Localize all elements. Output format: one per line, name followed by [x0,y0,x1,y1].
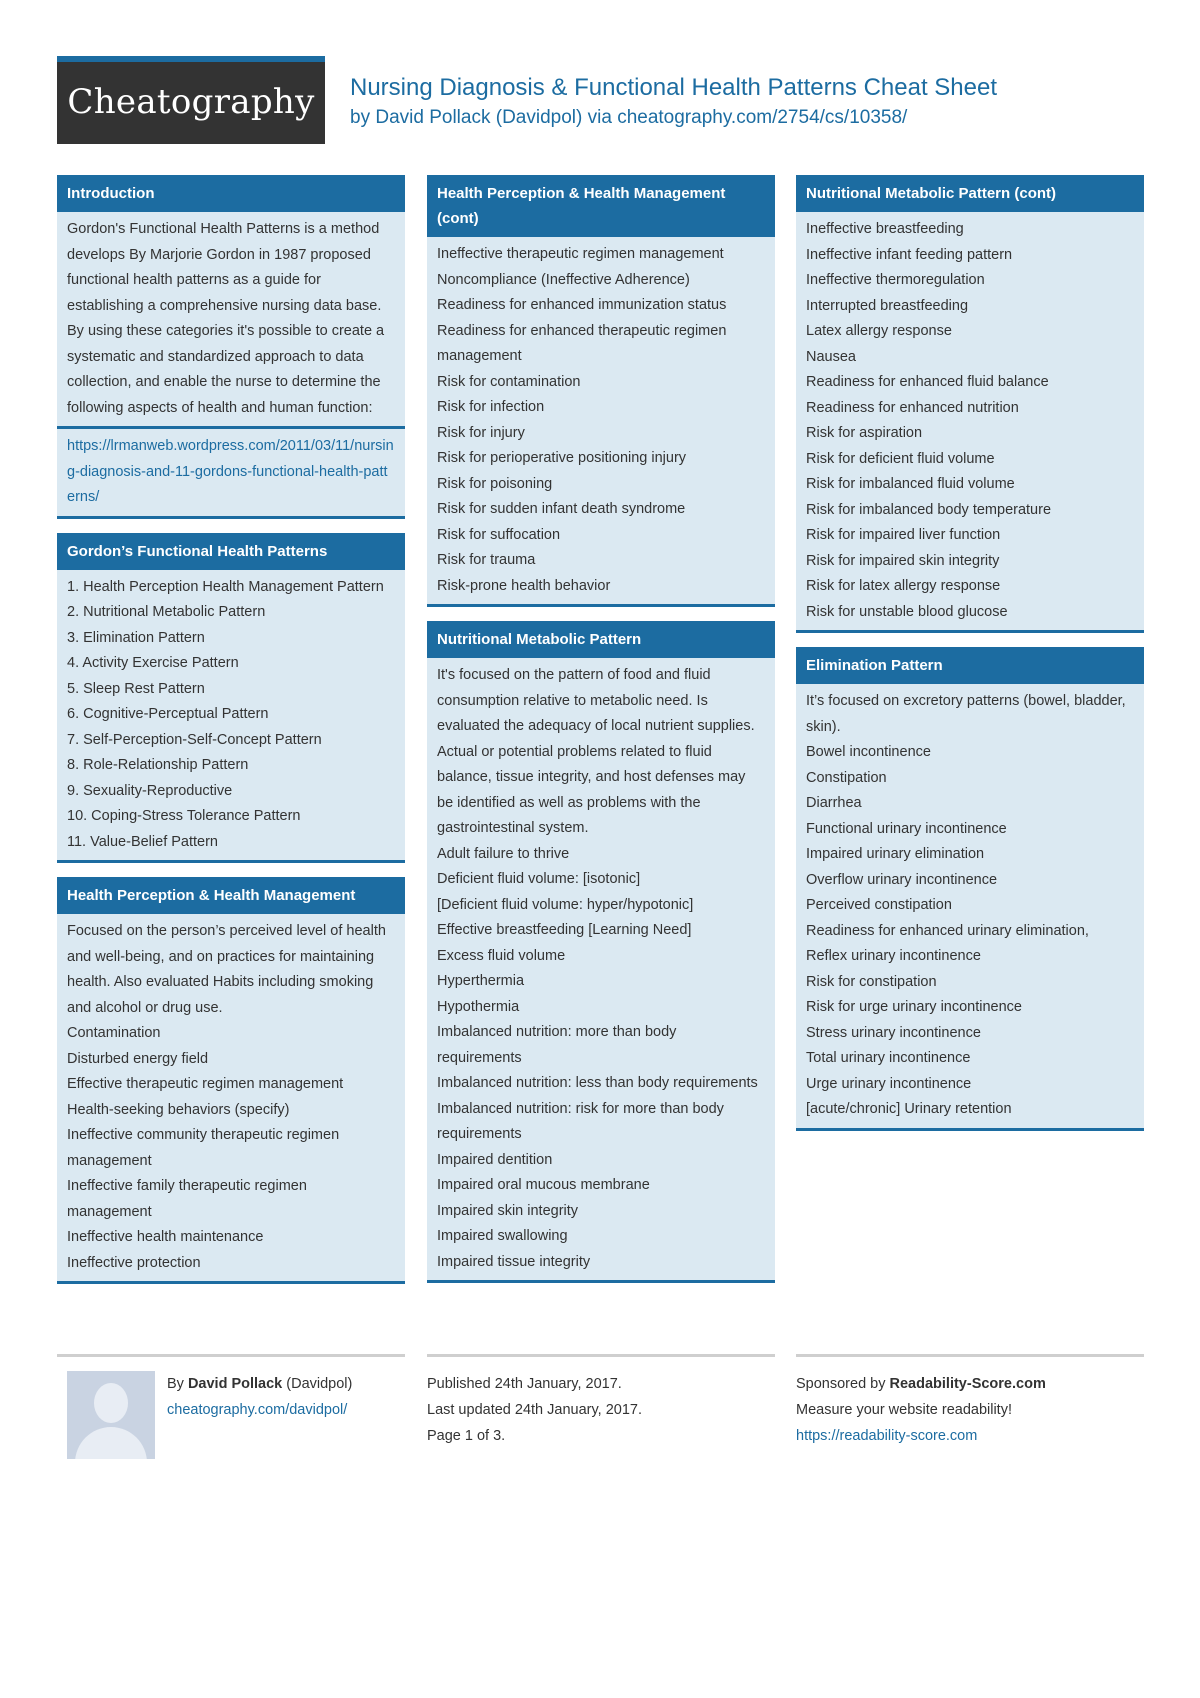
list-item: Excess fluid volume [437,947,566,964]
list-item: Ineffective health maintenance [67,1229,264,1245]
list-item: Nausea [806,348,856,365]
list-item: 1. Health Perception Health Management Pattern [67,578,384,595]
section-card [57,533,405,864]
published-date: Published 24th January, 2017. [427,1376,622,1392]
list-item: Risk for infection [437,399,545,415]
page-number: Page 1 of 3. [427,1428,506,1444]
list-item: Ineffective community therapeutic regimen management [67,1127,340,1169]
list-item: Risk for aspiration [806,425,923,441]
list-item: 7. Self-Perception-Self-Concept Pattern [67,731,322,748]
sponsored-by: Sponsored by [796,1376,886,1392]
list-item: Hypothermia [437,998,520,1015]
avatar [67,1371,155,1459]
list-item: Total urinary incontinence [806,1050,971,1066]
section-block [796,684,1144,1128]
column-1 [57,175,405,1298]
list-item: Risk for impaired skin integrity [806,552,1000,569]
list-item: Impaired skin integrity [437,1202,579,1219]
list-item: Risk for constipation [806,973,937,990]
list-item: Urge urinary incontinence [806,1075,972,1092]
list-item: Deficient fluid volume: [isotonic] [437,871,641,887]
list-item: 8. Role-Relationship Pattern [67,757,249,773]
section-title: Elimination Pattern [796,647,1144,684]
byline-prefix: by [350,107,371,128]
author-link[interactable]: David Pollack (Davidpol) [375,107,583,128]
section-title: Nutritional Metabolic Pattern [427,621,775,658]
section-card [427,621,775,1283]
list-item: Effective therapeutic regimen management [67,1076,344,1092]
section-title: Health Perception & Health Management [57,877,405,914]
sponsor-link[interactable]: https://readability-score.com [796,1428,978,1444]
footer-sponsor [796,1354,1144,1449]
list-item: Readiness for enhanced immunization status [437,297,727,313]
list-item: Impaired tissue integrity [437,1253,591,1270]
section-card [796,647,1144,1131]
list-item: Bowel incontinence [806,744,931,760]
list-item: Risk for urge urinary incontinence [806,999,1022,1015]
list-item: Impaired urinary elimination [806,846,985,862]
reference-link[interactable]: https://lrmanweb.wordpress.com/2011/03/11/nursing-diagnosis-and-11-gordons-functional-health-patterns/ [67,438,394,505]
list-item: [Deficient fluid volume: hyper/hypotonic] [437,896,694,913]
updated-date: Last updated 24th January, 2017. [427,1402,642,1418]
list-item: Readiness for enhanced nutrition [806,399,1019,416]
list-item: 4. Activity Exercise Pattern [67,655,239,671]
section-block [796,212,1144,630]
list-item: Interrupted breastfeeding [806,297,969,314]
footer-author-name: David Pollack [187,1376,283,1392]
byline [350,107,907,129]
list-item: Stress urinary incontinence [806,1024,981,1041]
section-card [796,175,1144,633]
section-block [427,658,775,1280]
list-item: 10. Coping-Stress Tolerance Pattern [67,808,301,824]
list-item: Risk for imbalanced fluid volume [806,476,1015,492]
list-item: Readiness for enhanced urinary elimination, [806,922,1089,939]
list-item: Risk for unstable blood glucose [806,603,1008,620]
list-item: Focused on the person’s perceived level of health and well-being, and on practices for maintaining health. Also evaluated Habits including smoking and alcohol or drug use. [67,923,386,1016]
section-title: Nutritional Metabolic Pattern (cont) [796,175,1144,212]
section-block [57,570,405,861]
list-item: Risk for injury [437,424,525,441]
list-item: Diarrhea [806,795,862,811]
list-item: Risk for contamination [437,373,581,390]
section-block [57,426,405,516]
list-item: Ineffective family therapeutic regimen management [67,1178,307,1220]
list-item: Ineffective therapeutic regimen management [437,246,724,262]
list-item: [acute/chronic] Urinary retention [806,1101,1012,1117]
list-item: 6. Cognitive-Perceptual Pattern [67,706,269,722]
section-card [57,175,405,519]
logo-text: Cheatography [67,82,315,122]
sheet-url-link[interactable]: cheatography.com/2754/cs/10358/ [617,107,908,128]
list-item: Readiness for enhanced fluid balance [806,374,1049,390]
section-title: Gordon’s Functional Health Patterns [57,533,405,570]
section-card [57,877,405,1284]
list-item: 9. Sexuality-Reproductive [67,782,233,799]
list-item: Latex allergy response [806,323,952,339]
list-item: Impaired swallowing [437,1228,568,1244]
section-title: Health Perception & Health Management (cont) [427,175,775,237]
list-item: Risk for latex allergy response [806,578,1001,594]
page-title: Nursing Diagnosis & Functional Health Patterns Cheat Sheet [350,74,998,101]
list-item: Risk for trauma [437,552,536,568]
section-title: Introduction [57,175,405,212]
list-item: Impaired oral mucous membrane [437,1177,650,1193]
list-item: Readiness for enhanced therapeutic regimen management [437,322,727,364]
list-item: Disturbed energy field [67,1050,209,1067]
list-item: Functional urinary incontinence [806,820,1007,837]
list-item: Ineffective thermoregulation [806,272,985,288]
list-item: Imbalanced nutrition: risk for more than body requirements [437,1100,724,1142]
list-item: Perceived constipation [806,897,952,913]
list-item: Risk for perioperative positioning injury [437,450,687,466]
list-item: Overflow urinary incontinence [806,871,998,888]
list-item: Ineffective infant feeding pattern [806,246,1013,263]
cheatography-logo[interactable] [57,56,325,144]
section-block [427,237,775,604]
list-item: It’s focused on excretory patterns (bowel, bladder, skin). [806,693,1126,735]
list-item: 2. Nutritional Metabolic Pattern [67,604,266,620]
column-3 [796,175,1144,1145]
footer-author-link[interactable]: cheatography.com/davidpol/ [167,1402,348,1418]
list-item: Risk-prone health behavior [437,577,611,594]
list-item: Effective breastfeeding [Learning Need] [437,922,692,938]
list-item: Health-seeking behaviors (specify) [67,1101,290,1118]
footer-author [57,1354,405,1418]
list-item: Adult failure to thrive [437,845,570,862]
list-item: Imbalanced nutrition: more than body requirements [437,1024,677,1066]
list-item: Contamination [67,1025,161,1041]
list-item: Risk for deficient fluid volume [806,450,995,467]
list-item: Risk for impaired liver function [806,527,1001,543]
list-item: Noncompliance (Ineffective Adherence) [437,271,690,288]
list-item: 5. Sleep Rest Pattern [67,680,205,697]
section-block [57,212,405,426]
list-item: Risk for poisoning [437,475,553,492]
footer-by: By [167,1376,184,1392]
sponsor-name[interactable]: Readability-Score.com [889,1376,1046,1392]
column-2 [427,175,775,1297]
section-block [57,914,405,1281]
footer-author-handle: (Davidpol) [286,1376,353,1392]
list-item: Hyperthermia [437,973,525,989]
section-card [427,175,775,607]
list-item: Risk for sudden infant death syndrome [437,501,686,517]
list-item: 11. Value-Belief Pattern [67,833,218,850]
paragraph: Gordon's Functional Health Patterns is a method develops By Marjorie Gordon in 1987 proposed functional health patterns as a guide for establishing a comprehensive nursing data base. By using these categories it's possible to create a systematic and standardized approach to data collection, and enable the nurse to determine the following aspects of health and human function: [67,221,385,416]
list-item: It's focused on the pattern of food and fluid consumption relative to metabolic need. Is evaluated the adequacy of local nutrient supplies. Actual or potential problems related to fluid balance, tissue integrity, and host defenses may be identified as well as problems with the gastrointestinal system. [437,667,755,836]
list-item: Constipation [806,769,887,786]
list-item: Ineffective protection [67,1254,201,1271]
sponsor-tagline: Measure your website readability! [796,1402,1012,1418]
list-item: 3. Elimination Pattern [67,629,205,646]
list-item: Risk for suffocation [437,526,561,543]
byline-via: via [587,107,612,128]
list-item: Risk for imbalanced body temperature [806,501,1052,518]
list-item: Ineffective breastfeeding [806,221,964,237]
footer-dates [427,1354,775,1449]
list-item: Reflex urinary incontinence [806,948,981,964]
list-item: Impaired dentition [437,1151,553,1168]
list-item: Imbalanced nutrition: less than body requirements [437,1075,758,1091]
